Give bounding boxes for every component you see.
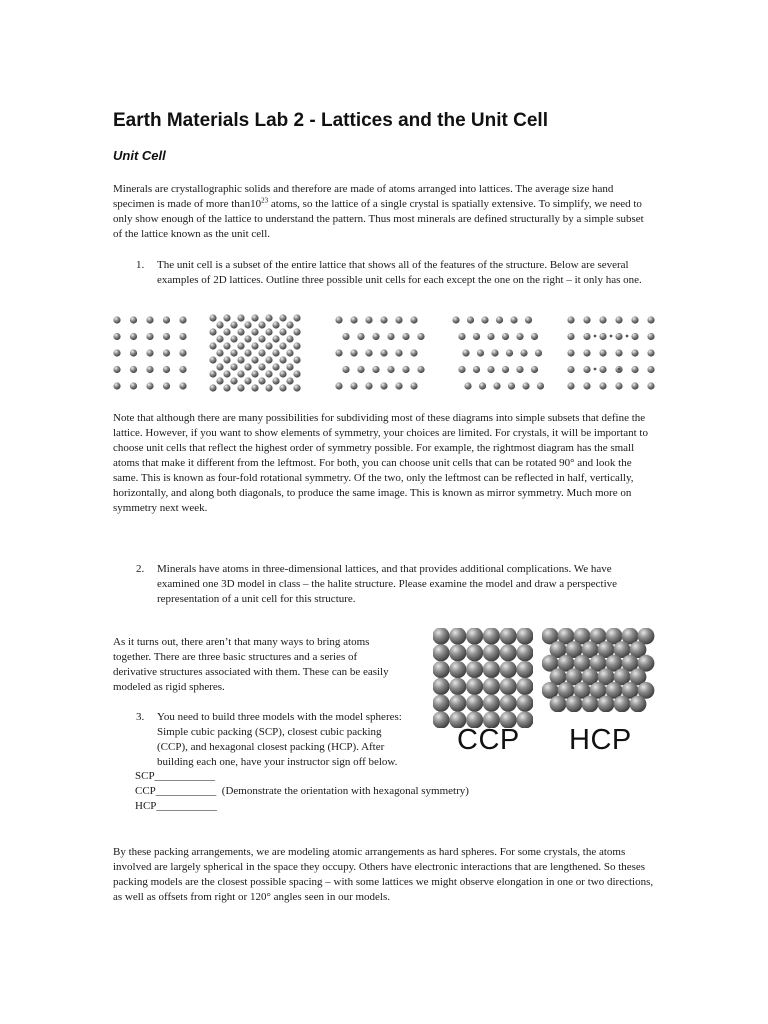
- ccp-sphere: [449, 628, 466, 645]
- hcp-sphere: [566, 696, 583, 712]
- lattice-atom: [179, 366, 186, 373]
- lattice-atom: [244, 377, 251, 384]
- lattice-atom: [647, 333, 654, 340]
- lattice-atom: [163, 349, 170, 356]
- item-3-text: [157, 710, 415, 770]
- lattice-atom: [647, 366, 654, 373]
- lattice-atom: [402, 366, 409, 373]
- lattice-atom: [223, 370, 230, 377]
- ccp-sphere: [483, 661, 500, 678]
- lattice-atom: [209, 328, 216, 335]
- lattice-atom: [615, 382, 622, 389]
- ccp-sphere: [466, 678, 483, 695]
- lattice-atom: [251, 384, 258, 391]
- lattice-atom: [452, 316, 459, 323]
- lattice-atom: [647, 349, 654, 356]
- lattice-atom: [417, 333, 424, 340]
- lattice-atom: [209, 384, 216, 391]
- lattice-atom: [583, 316, 590, 323]
- lattice-atom: [380, 349, 387, 356]
- lattice-atom: [615, 333, 622, 340]
- lattice-atom: [293, 328, 300, 335]
- lattice-atom: [567, 349, 574, 356]
- lattice-atom: [146, 382, 153, 389]
- lattice-atom: [487, 366, 494, 373]
- lattice-atom: [567, 316, 574, 323]
- small-atom: [610, 335, 613, 338]
- lattice-atom: [464, 382, 471, 389]
- lattice-atom: [251, 356, 258, 363]
- lattice-atom: [130, 349, 137, 356]
- lattice-diagram-offset-rows: [333, 312, 431, 394]
- lattice-atom: [163, 316, 170, 323]
- lattice-atom: [286, 363, 293, 370]
- lattice-atom: [387, 366, 394, 373]
- lattice-atom: [113, 316, 120, 323]
- intro-text-b: atoms, so the lattice of a single crystal is spatially extensive. To simplify, we need to only show enough of the lattice to understand the pattern. Thus most minerals are defined structurally by a simple subset of the lattice known as the unit cell.: [113, 198, 644, 240]
- hcp-figure-label: HCP: [569, 724, 632, 756]
- lattice-atom: [567, 333, 574, 340]
- ccp-sphere: [516, 695, 533, 712]
- lattice-atom: [272, 363, 279, 370]
- lattice-atom: [395, 349, 402, 356]
- intro-exponent: 23: [261, 196, 269, 205]
- lattice-atom: [130, 366, 137, 373]
- item-1-number: 1.: [136, 259, 145, 271]
- lattice-atom: [258, 335, 265, 342]
- lattice-atom: [335, 316, 342, 323]
- lattice-atom: [230, 377, 237, 384]
- item-1-text: The unit cell is a subset of the entire lattice that shows all of the features of the structure. Below are several examples of 2D lattices. Outline three possible unit cells for each except the one on the right – it only has one.: [157, 259, 642, 286]
- lattice-atom: [395, 382, 402, 389]
- lattice-atom: [350, 349, 357, 356]
- lattice-atom: [342, 333, 349, 340]
- ccp-sphere: [516, 678, 533, 695]
- lattice-atom: [417, 366, 424, 373]
- lattice-atom: [380, 316, 387, 323]
- lattice-atom: [216, 321, 223, 328]
- lattice-atom: [146, 349, 153, 356]
- lattice-atom: [113, 366, 120, 373]
- lattice-atom: [179, 333, 186, 340]
- lattice-atom: [216, 377, 223, 384]
- lattice-atom: [286, 335, 293, 342]
- lattice-atom: [244, 321, 251, 328]
- ccp-sphere: [466, 644, 483, 661]
- lattice-atom: [387, 333, 394, 340]
- ccp-sphere: [449, 695, 466, 712]
- lattice-atom: [272, 349, 279, 356]
- lattice-atom: [410, 349, 417, 356]
- lattice-atom: [525, 316, 532, 323]
- item-2-text: Minerals have atoms in three-dimensional lattices, and that provides additional complications. We have examined one 3D model in class – the halite structure. Please examine the model and draw a perspective representation of a unit cell for this structure.: [157, 563, 618, 605]
- lattice-atom: [258, 377, 265, 384]
- lattice-atom: [293, 342, 300, 349]
- hcp-sphere: [582, 696, 599, 712]
- lattice-atom: [265, 370, 272, 377]
- lattice-atom: [567, 382, 574, 389]
- lattice-atom: [251, 370, 258, 377]
- lattice-atom: [380, 382, 387, 389]
- lattice-atom: [279, 384, 286, 391]
- lattice-atom: [357, 333, 364, 340]
- hcp-signoff-line[interactable]: HCP___________: [135, 800, 217, 812]
- lattice-atom: [163, 333, 170, 340]
- lattice-atom: [502, 333, 509, 340]
- lattice-atom: [265, 356, 272, 363]
- lattice-atom: [631, 333, 638, 340]
- ccp-sphere: [433, 695, 450, 712]
- ccp-sphere: [500, 695, 517, 712]
- ccp-sphere: [466, 628, 483, 645]
- lattice-atom: [599, 316, 606, 323]
- lattice-atom: [647, 316, 654, 323]
- lattice-atom: [179, 382, 186, 389]
- lattice-atom: [365, 316, 372, 323]
- intro-paragraph: [113, 182, 653, 242]
- lattice-atom: [113, 333, 120, 340]
- lattice-atom: [473, 333, 480, 340]
- ccp-signoff: [135, 784, 469, 799]
- lattice-atom: [265, 384, 272, 391]
- lattice-atom: [251, 328, 258, 335]
- lattice-atom: [365, 349, 372, 356]
- lattice-atom: [357, 366, 364, 373]
- lattice-atom: [481, 316, 488, 323]
- hcp-sphere: [630, 696, 647, 712]
- ccp-sphere: [483, 678, 500, 695]
- page-title: Earth Materials Lab 2 - Lattices and the Unit Cell: [113, 110, 548, 131]
- lattice-atom: [462, 349, 469, 356]
- lattice-atom: [265, 314, 272, 321]
- lattice-atom: [631, 366, 638, 373]
- lattice-atom: [251, 342, 258, 349]
- lattice-atom: [272, 321, 279, 328]
- lattice-atom: [272, 335, 279, 342]
- ccp-sphere: [483, 628, 500, 645]
- ccp-sphere: [483, 695, 500, 712]
- small-atom: [618, 368, 621, 371]
- lattice-atom: [179, 316, 186, 323]
- lattice-atom: [258, 363, 265, 370]
- lattice-atom: [113, 349, 120, 356]
- lattice-atom: [615, 349, 622, 356]
- lattice-atom: [477, 349, 484, 356]
- lattice-atom: [599, 366, 606, 373]
- lattice-atom: [209, 370, 216, 377]
- lattice-atom: [506, 349, 513, 356]
- item-3-text-run: You need to build three models with the model spheres: Simple cubic packing (SCP), closest cubic packing (CCP), and hexagonal closest packing (HCP). After building each one, have your instructor sign off below.: [157, 711, 402, 768]
- lattice-atom: [350, 382, 357, 389]
- lattice-atom: [516, 333, 523, 340]
- hcp-sphere: [550, 696, 567, 712]
- lattice-atom: [146, 316, 153, 323]
- lattice-atom: [508, 382, 515, 389]
- lattice-atom: [458, 333, 465, 340]
- small-atom: [626, 335, 629, 338]
- ccp-sphere: [433, 628, 450, 645]
- lattice-atom: [279, 342, 286, 349]
- lattice-atom: [223, 356, 230, 363]
- ccp-sphere: [433, 661, 450, 678]
- lattice-atom: [237, 356, 244, 363]
- lattice-diagram-square: [113, 312, 189, 394]
- lattice-atom: [286, 349, 293, 356]
- ccp-sphere: [466, 661, 483, 678]
- ccp-sphere: [516, 661, 533, 678]
- lattice-atom: [631, 382, 638, 389]
- lattice-atom: [583, 349, 590, 356]
- lattice-atom: [335, 349, 342, 356]
- hcp-sphere: [614, 696, 631, 712]
- lattice-atom: [286, 321, 293, 328]
- lattice-atom: [458, 366, 465, 373]
- small-atom: [594, 368, 597, 371]
- lattice-atom: [237, 384, 244, 391]
- small-atom: [594, 335, 597, 338]
- lattice-atom: [251, 314, 258, 321]
- lattice-diagram-centered: [207, 312, 305, 394]
- lattice-atom: [258, 321, 265, 328]
- lattice-diagram-shifted-rows: [451, 312, 546, 394]
- lattice-atom: [599, 382, 606, 389]
- lattice-atom: [599, 333, 606, 340]
- lattice-atom: [265, 328, 272, 335]
- lattice-atom: [223, 314, 230, 321]
- lattice-atom: [237, 342, 244, 349]
- lattice-atom: [237, 328, 244, 335]
- ccp-sphere-packing-image: [433, 628, 533, 728]
- lattice-atom: [237, 314, 244, 321]
- packing-intro-paragraph: As it turns out, there aren’t that many ways to bring atoms together. There are three basic structures and a series of derivative structures associated with them. These can be easily modeled as rigid spheres.: [113, 636, 389, 693]
- lattice-atom: [286, 377, 293, 384]
- lattice-atom: [258, 349, 265, 356]
- lattice-atom: [209, 356, 216, 363]
- lattice-atom: [531, 366, 538, 373]
- lattice-atom: [230, 349, 237, 356]
- lattice-atom: [350, 316, 357, 323]
- lattice-atom: [163, 382, 170, 389]
- ccp-sphere: [433, 678, 450, 695]
- ccp-sphere: [433, 711, 450, 728]
- lattice-diagram-square-with-small-atoms: [566, 312, 656, 394]
- lattice-atom: [410, 382, 417, 389]
- ccp-sphere: [449, 678, 466, 695]
- lattice-atom: [223, 328, 230, 335]
- lattice-atom: [365, 382, 372, 389]
- lattice-atom: [583, 382, 590, 389]
- lattice-atom: [216, 363, 223, 370]
- ccp-sphere: [449, 661, 466, 678]
- lattice-atom: [163, 366, 170, 373]
- lattice-atom: [130, 333, 137, 340]
- lattice-atom: [583, 333, 590, 340]
- lattice-atom: [372, 366, 379, 373]
- lattice-atom: [209, 314, 216, 321]
- lattice-atom: [535, 349, 542, 356]
- lattice-atom: [487, 333, 494, 340]
- lattice-atom: [631, 316, 638, 323]
- lattice-atom: [410, 316, 417, 323]
- ccp-sphere: [516, 644, 533, 661]
- lattice-atom: [531, 333, 538, 340]
- lattice-atom: [647, 382, 654, 389]
- lattice-atom: [293, 370, 300, 377]
- lattice-atom: [516, 366, 523, 373]
- lattice-atom: [209, 342, 216, 349]
- lattice-atom: [583, 366, 590, 373]
- lattice-atom: [113, 382, 120, 389]
- lattice-atom: [272, 377, 279, 384]
- scp-signoff-line[interactable]: SCP___________: [135, 770, 216, 782]
- lattice-atom: [493, 382, 500, 389]
- lattice-atom: [520, 349, 527, 356]
- ccp-signoff-line[interactable]: CCP___________: [135, 785, 217, 797]
- section-heading-unit-cell: Unit Cell: [113, 148, 166, 163]
- lattice-atom: [510, 316, 517, 323]
- lattice-atom: [230, 321, 237, 328]
- lattice-atom: [216, 335, 223, 342]
- lattice-atom: [293, 314, 300, 321]
- ccp-sphere: [516, 628, 533, 645]
- lattice-atom: [230, 363, 237, 370]
- lattice-atom: [279, 356, 286, 363]
- ccp-figure-label: CCP: [457, 724, 520, 756]
- lattice-atom: [293, 356, 300, 363]
- lattice-atom: [130, 316, 137, 323]
- lattice-atom: [179, 349, 186, 356]
- lattice-atom: [567, 366, 574, 373]
- lattice-atom: [223, 384, 230, 391]
- closing-paragraph: By these packing arrangements, we are modeling atomic arrangements as hard spheres. For some crystals, the atoms involved are largely spherical in the space they occupy. Others have electronic interactions that are lengthened. So theses packing models are the closest possible spacing – with some lattices we might observe elongation in one or two directions, as well as offsets from right or 120° angles seen in our models.: [113, 846, 654, 903]
- lattice-atom: [402, 333, 409, 340]
- ccp-signoff-note: (Demonstrate the orientation with hexagonal symmetry): [216, 785, 469, 797]
- lattice-atom: [265, 342, 272, 349]
- lattice-atom: [395, 316, 402, 323]
- item-2-number: 2.: [136, 563, 145, 575]
- lattice-atom: [216, 349, 223, 356]
- lattice-atom: [491, 349, 498, 356]
- hcp-sphere: [598, 696, 615, 712]
- lattice-atom: [223, 342, 230, 349]
- lattice-atom: [502, 366, 509, 373]
- ccp-sphere: [500, 644, 517, 661]
- lattice-atom: [372, 333, 379, 340]
- lattice-atom: [293, 384, 300, 391]
- ccp-sphere: [500, 661, 517, 678]
- hcp-sphere-packing-image: [542, 628, 658, 712]
- lattice-atom: [279, 328, 286, 335]
- lattice-atom: [335, 382, 342, 389]
- lattice-atom: [479, 382, 486, 389]
- lattice-atom: [537, 382, 544, 389]
- item-3-number: 3.: [136, 711, 145, 723]
- lattice-atom: [467, 316, 474, 323]
- lattice-atom: [244, 363, 251, 370]
- ccp-sphere: [449, 644, 466, 661]
- ccp-sphere: [433, 644, 450, 661]
- lattice-atom: [244, 335, 251, 342]
- ccp-sphere: [466, 695, 483, 712]
- ccp-sphere: [500, 628, 517, 645]
- lattice-atom: [473, 366, 480, 373]
- lattice-atom: [244, 349, 251, 356]
- ccp-sphere: [483, 644, 500, 661]
- lattice-atom: [342, 366, 349, 373]
- lattice-atom: [522, 382, 529, 389]
- note-paragraph: Note that although there are many possibilities for subdividing most of these diagrams into simple subsets that define the lattice. However, if you want to show elements of symmetry, your choices are limited. For crystals, it will be important to choose unit cells that reflect the highest order of symmetry possible. For example, the rightmost diagram has the small atoms that make it different from the leftmost. For both, you can choose unit cells that can be rotated 90° and look the same. This is known as four-fold rotational symmetry. Of the two, only the leftmost can be reflected in half, vertically, horizontally, and along both diagonals, to produce the same image. This is known as mirror symmetry. Much more on symmetry next week.: [113, 412, 648, 514]
- intro-text-a: Minerals are crystallographic solids and therefore are made of atoms arranged into lattices. The average size hand specimen is made of more than10: [113, 183, 614, 210]
- lattice-atom: [615, 316, 622, 323]
- lattice-atom: [146, 366, 153, 373]
- lattice-atom: [230, 335, 237, 342]
- lattice-atom: [146, 333, 153, 340]
- lattice-atom: [279, 314, 286, 321]
- lattice-atom: [279, 370, 286, 377]
- lattice-atom: [631, 349, 638, 356]
- lattice-atom: [237, 370, 244, 377]
- lattice-atom: [496, 316, 503, 323]
- lattice-atom: [130, 382, 137, 389]
- lattice-atom: [599, 349, 606, 356]
- ccp-sphere: [500, 678, 517, 695]
